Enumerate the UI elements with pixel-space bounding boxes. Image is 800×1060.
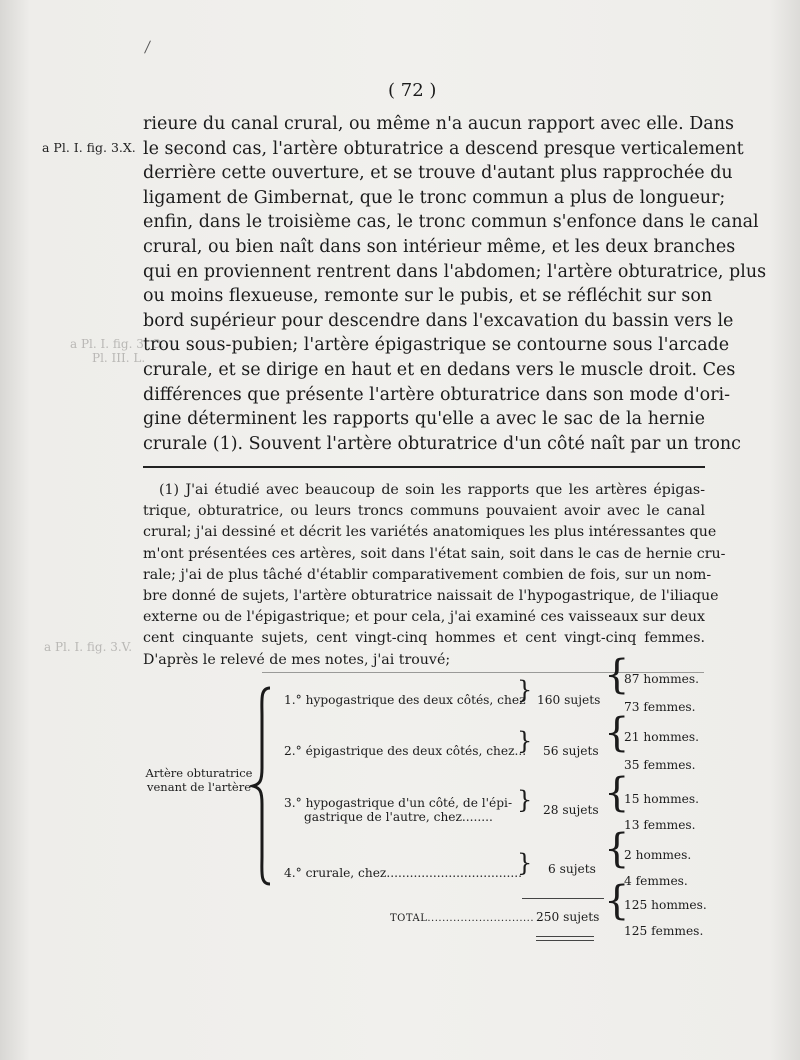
total-subjects: 250 sujets	[536, 910, 600, 924]
row-3-men: 15 hommes.	[624, 792, 700, 806]
row-desc: 1.° hypogastrique des deux côtés, chez	[284, 693, 526, 707]
row-1-open-brace: {	[604, 652, 630, 698]
table-row-3	[284, 796, 512, 824]
row-2-brace: }	[517, 727, 533, 755]
row-4-open-brace: {	[604, 826, 630, 872]
main-line: crurale, et se dirige en haut et en dedans vers le muscle droit. Ces	[143, 359, 736, 380]
page-number: ( 72 )	[388, 80, 437, 101]
footnote-line: crural; j'ai dessiné et décrit les variétés anatomiques les plus intéressantes que	[143, 524, 717, 541]
total-men: 125 hommes.	[624, 898, 707, 912]
row-1-men: 87 hommes.	[624, 672, 700, 686]
main-line: crural, ou bien naît dans son intérieur même, et les deux branches	[143, 236, 736, 257]
row-3-brace: }	[517, 786, 533, 814]
row-3-women: 13 femmes.	[624, 818, 696, 832]
main-line: rieure du canal crural, ou même n'a aucun rapport avec elle. Dans	[143, 114, 734, 134]
table-row-4	[284, 866, 522, 880]
main-line: qui en proviennent rentrent dans l'abdomen; l'artère obturatrice, plus	[143, 261, 767, 282]
table-row-2	[284, 744, 526, 758]
big-left-brace	[250, 686, 274, 886]
row-desc: 3.° hypogastrique d'un côté, de l'épi-	[284, 796, 513, 810]
footnote-line: (1) J'ai étudié avec beaucoup de soin les rapports que les artères épigas-	[159, 482, 705, 498]
table-row-1	[284, 693, 526, 707]
row-3-open-brace: {	[604, 770, 630, 816]
row-2-open-brace: {	[604, 710, 630, 756]
footnote-line: D'après le relevé de mes notes, j'ai trouvé;	[143, 651, 451, 668]
main-line: gine déterminent les rapports qu'elle a avec le sac de la hernie	[143, 409, 705, 430]
main-line: enfin, dans le troisième cas, le tronc commun s'enfonce dans le canal	[143, 212, 759, 233]
margin-note-b: a Pl. I. fig. 3. O. Pl. III. L.	[70, 337, 165, 365]
main-line: trou sous-pubien; l'artère épigastrique se contourne sous l'arcade	[143, 335, 730, 356]
footnote-line: rale; j'ai de plus tâché d'établir comparativement combien de fois, sur un nom-	[143, 566, 712, 583]
main-line: ligament de Gimbernat, que le tronc commun a plus de longueur;	[143, 187, 726, 208]
row-desc-continued: gastrique de l'autre, chez........	[304, 810, 493, 824]
main-line: derrière cette ouverture, et se trouve d'autant plus rapprochée du	[143, 163, 733, 184]
main-line: différences que présente l'artère obturatrice dans son mode d'ori-	[143, 384, 731, 405]
footnote-line: cent cinquante sujets, cent vingt-cinq hommes et cent vingt-cinq femmes.	[143, 630, 705, 647]
total-women: 125 femmes.	[624, 924, 704, 938]
bottom-double-rule	[536, 936, 594, 937]
row-label: Artère obturatrice venant de l'artère	[145, 766, 253, 794]
footnote-line: trique, obturatrice, ou leurs troncs communs pouvaient avoir avec le canal	[143, 503, 705, 520]
footnote-line: externe ou de l'épigastrique; et pour cela, j'ai examiné ces vaisseaux sur deux	[143, 609, 705, 626]
row-1-women: 73 femmes.	[624, 700, 696, 714]
row-3-subjects: 28 sujets	[543, 803, 599, 817]
total-label: TOTAL.............................	[390, 913, 535, 924]
margin-note-a: a Pl. I. fig. 3.X.	[42, 140, 136, 155]
margin-note-c: a Pl. I. fig. 3.V.	[44, 640, 133, 654]
row-4-subjects: 6 sujets	[548, 862, 596, 876]
row-2-men: 21 hommes.	[624, 730, 700, 744]
bottom-double-rule-2	[536, 940, 594, 941]
main-line: le second cas, l'artère obturatrice a descend presque verticalement	[143, 138, 744, 159]
row-2-subjects: 56 sujets	[543, 744, 599, 758]
row-1-brace: }	[517, 676, 533, 704]
main-line: crurale (1). Souvent l'artère obturatrice d'un côté naît par un tronc	[143, 433, 741, 454]
row-desc: 2.° épigastrique des deux côtés, chez...	[284, 744, 527, 758]
row-4-women: 4 femmes.	[624, 874, 688, 888]
footnote-line: m'ont présentées ces artères, soit dans l'état sain, soit dans le cas de hernie cru-	[143, 545, 726, 562]
row-desc: 4.° crurale, chez...................................	[284, 866, 522, 880]
total-rule	[522, 898, 604, 899]
main-line: ou moins flexueuse, remonte sur le pubis, et se réfléchit sur son	[143, 286, 713, 307]
footnote-line: bre donné de sujets, l'artère obturatrice naissait de l'hypogastrique, de l'iliaque	[143, 587, 719, 604]
row-2-women: 35 femmes.	[624, 758, 696, 772]
row-4-men: 2 hommes.	[624, 848, 692, 862]
main-line: bord supérieur pour descendre dans l'excavation du bassin vers le	[143, 310, 734, 331]
row-4-brace: }	[517, 849, 533, 877]
row-1-subjects: 160 sujets	[537, 693, 601, 707]
total-open-brace: {	[604, 878, 630, 924]
